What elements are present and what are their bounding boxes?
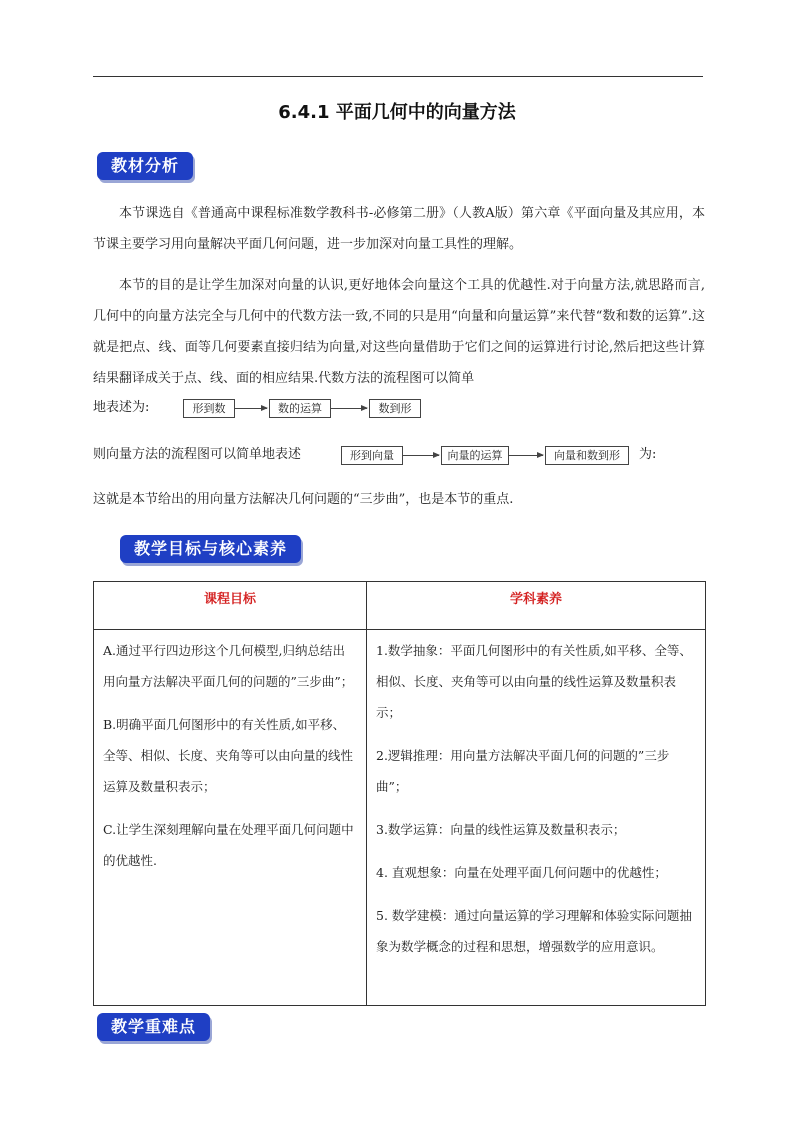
competency-item-5: 5. 数学建模：通过向量运算的学习理解和体验实际问题抽象为数学概念的过程和思想，增强数学的应用意识。 xyxy=(376,908,692,954)
flow-arrow xyxy=(331,408,367,409)
section-banner-goals: 教学目标与核心素养 xyxy=(120,535,301,563)
flow-algebra-lead: 地表述为: xyxy=(93,400,150,415)
table-header-row xyxy=(94,582,706,630)
competency-item-2: 2.逻辑推理：用向量方法解决平面几何的问题的”三步曲”； xyxy=(376,748,670,794)
section-banner-analysis: 教材分析 xyxy=(97,152,193,180)
flow-algebra-step-2: 数的运算 xyxy=(269,399,331,418)
header-competencies: 学科素养 xyxy=(367,582,706,630)
page-title: 6.4.1 平面几何中的向量方法 xyxy=(278,102,516,123)
flow-arrow xyxy=(235,408,267,409)
competencies-cell xyxy=(367,630,706,1006)
section-banner-key-points: 教学重难点 xyxy=(97,1013,210,1041)
paragraph-summary: 这就是本节给出的用向量方法解决几何问题的“三步曲”，也是本节的重点. xyxy=(93,492,514,507)
competency-item-3: 3.数学运算：向量的线性运算及数量积表示； xyxy=(376,822,626,837)
goals-cell xyxy=(94,630,367,1006)
flow-vector-tail: 为: xyxy=(639,447,657,462)
flow-vector-step-2: 向量的运算 xyxy=(441,446,509,465)
goals-table xyxy=(93,581,706,1006)
flow-arrow xyxy=(509,455,543,456)
header-rule xyxy=(93,76,703,77)
flow-vector-step-1: 形到向量 xyxy=(341,446,403,465)
flow-vector-step-3: 向量和数到形 xyxy=(545,446,629,465)
flow-algebra-step-3: 数到形 xyxy=(369,399,421,418)
goal-item-c: C.让学生深刻理解向量在处理平面几何问题中的优越性. xyxy=(103,822,354,868)
goal-item-a: A.通过平行四边形这个几何模型,归纳总结出用向量方法解决平面几何的问题的”三步曲”； xyxy=(103,643,354,689)
competency-item-1: 1.数学抽象：平面几何图形中的有关性质,如平移、全等、相似、长度、夹角等可以由向量的线性运算及数量积表示； xyxy=(376,643,692,720)
goal-item-b: B.明确平面几何图形中的有关性质,如平移、全等、相似、长度、夹角等可以由向量的线性运算及数量积表示； xyxy=(103,717,354,794)
header-course-goals: 课程目标 xyxy=(94,582,367,630)
table-row xyxy=(94,630,706,1006)
flow-algebra-step-1: 形到数 xyxy=(183,399,235,418)
competency-item-4: 4. 直观想象：向量在处理平面几何问题中的优越性； xyxy=(376,865,667,880)
paragraph-intro: 本节课选自《普通高中课程标准数学教科书-必修第二册》（人教A版）第六章《平面向量及其应用，本节课主要学习用向量解决平面几何问题，进一步加深对向量工具性的理解。 xyxy=(93,206,705,252)
flow-arrow xyxy=(403,455,439,456)
flow-vector-lead: 则向量方法的流程图可以简单地表述 xyxy=(93,447,302,462)
paragraph-purpose: 本节的目的是让学生加深对向量的认识,更好地体会向量这个工具的优越性.对于向量方法,就思路而言,几何中的向量方法完全与几何中的代数方法一致,不同的只是用“向量和向量运算”来代替“数和数的运算”.这就是把点、线、面等几何要素直接归结为向量,对这些向量借助于它们之间的运算进行讨论,然后把这些计算结果翻译成关于点、线、面的相应结果.代数方法的流程图可以简单 xyxy=(93,278,705,386)
